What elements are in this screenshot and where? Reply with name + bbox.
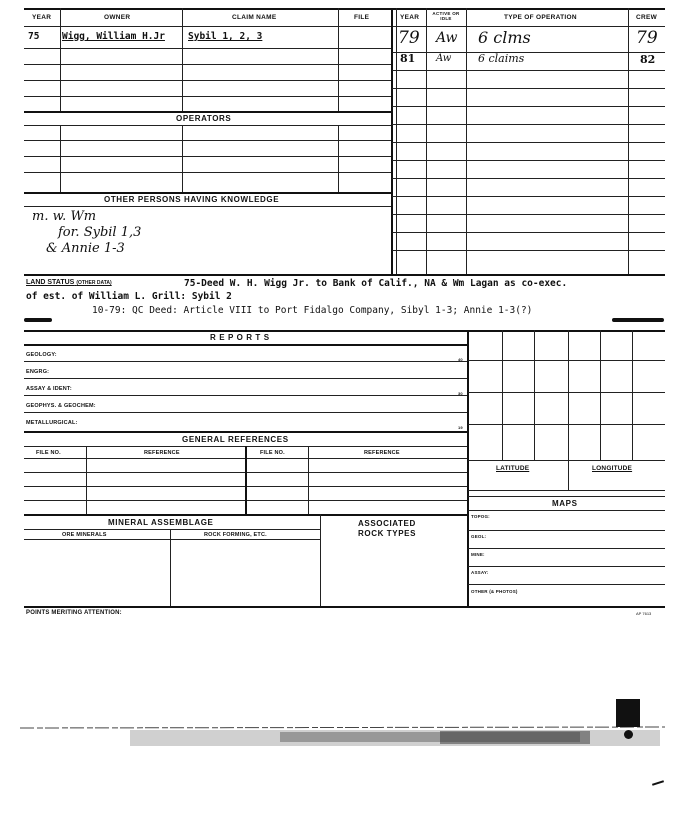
op-crew-2: 82 (640, 53, 656, 66)
land-status-line-1: 75-Deed W. H. Wigg Jr. to Bank of Calif., NA & Wm Lagan as co-exec. (184, 278, 568, 289)
claim-year: 75 (28, 31, 40, 42)
header-year: YEAR (32, 14, 52, 21)
ref-col-file-1: FILE NO. (36, 450, 61, 456)
report-assay-num: 30 (458, 391, 463, 396)
knowledge-note-line-1: m. w. Wm (32, 209, 97, 224)
operators-title: OPERATORS (176, 114, 232, 123)
header-claim-name: CLAIM NAME (232, 14, 277, 21)
claim-owner: Wigg, William H.Jr (62, 31, 165, 42)
map-assay: ASSAY: (471, 570, 489, 575)
claim-names: Sybil 1, 2, 3 (188, 31, 263, 42)
land-status-line-3: 10-79: QC Deed: Article VIII to Port Fidalgo Company, Sibyl 1-3; Annie 1-3(?) (92, 305, 533, 316)
map-other: OTHER (& PHOTOS) (471, 589, 518, 594)
header-crew: CREW (636, 14, 658, 21)
points-meriting-attention: POINTS MERITING ATTENTION: (26, 610, 122, 616)
assoc-label: ASSOCIATED (358, 519, 416, 528)
mineral-title: MINERAL ASSEMBLAGE (108, 518, 214, 527)
report-metallurgical-num: 19 (458, 425, 463, 430)
scribble-mark-left (24, 318, 52, 322)
land-status-sublabel: (OTHER DATA) (76, 280, 112, 286)
op-status-2: Aw (436, 53, 452, 64)
header-type-of-operation: TYPE OF OPERATION (504, 14, 577, 21)
op-year-1: 79 (398, 28, 420, 48)
dot-mark (624, 730, 633, 739)
maps-title: MAPS (552, 499, 578, 508)
knowledge-note-line-3: & Annie 1-3 (46, 241, 125, 256)
map-topog: TOPOG: (471, 514, 490, 519)
header-active-idle: ACTIVE OR IDLE (432, 11, 460, 21)
header-file: FILE (354, 14, 370, 21)
land-status-label (26, 279, 112, 286)
report-geology: GEOLOGY: (26, 352, 57, 358)
knowledge-title: OTHER PERSONS HAVING KNOWLEDGE (104, 195, 280, 204)
op-status-1: Aw (436, 30, 458, 46)
scribble-mark-right (612, 318, 664, 322)
land-status-line-2: of est. of William L. Grill: Sybil 2 (26, 291, 232, 302)
map-mine: MINE: (471, 552, 485, 557)
op-crew-1: 79 (636, 28, 658, 48)
ref-col-file-2: FILE NO. (260, 450, 285, 456)
report-geology-num: 40 (458, 357, 463, 362)
report-geophys: GEOPHYS. & GEOCHEM: (26, 403, 96, 409)
ref-col-reference-2: REFERENCE (364, 450, 400, 456)
land-status-title: LAND STATUS (26, 279, 75, 286)
longitude-label: LONGITUDE (592, 465, 633, 472)
scan-noise-band (20, 722, 665, 754)
mineral-col-ore: ORE MINERALS (62, 532, 107, 538)
op-type-2: 6 claims (478, 52, 525, 65)
rock-types-label: ROCK TYPES (358, 529, 417, 538)
mineral-col-rock: ROCK FORMING, ETC. (204, 532, 267, 538)
report-metallurgical: METALLURGICAL: (26, 420, 78, 426)
reports-title: R E P O R T S (210, 333, 270, 342)
op-year-2: 81 (400, 52, 416, 65)
header-year-2: YEAR (400, 14, 420, 21)
op-type-1: 6 clms (478, 28, 531, 47)
report-engrg: ENGRG: (26, 369, 50, 375)
general-refs-title: GENERAL REFERENCES (182, 435, 289, 444)
black-registration-mark (616, 699, 640, 727)
ref-col-reference-1: REFERENCE (144, 450, 180, 456)
header-owner: OWNER (104, 14, 131, 21)
form-number: AP 7613 (636, 611, 652, 616)
edge-mark (652, 780, 664, 786)
knowledge-note-line-2: for. Sybil 1,3 (58, 225, 142, 240)
report-assay: ASSAY & IDENT: (26, 386, 72, 392)
map-geol: GEOL: (471, 534, 487, 539)
latitude-label: LATITUDE (496, 465, 530, 472)
